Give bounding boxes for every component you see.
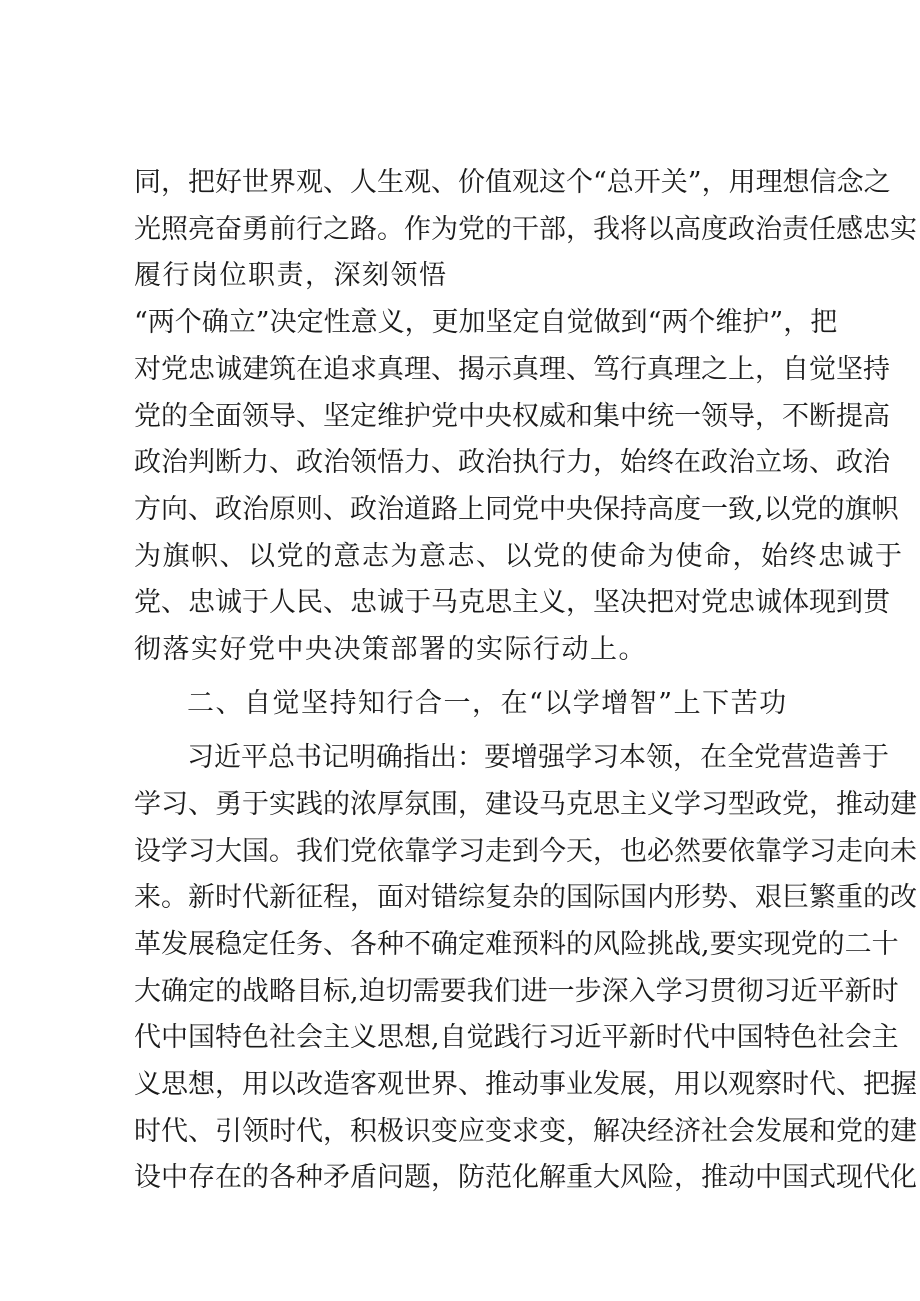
paragraph-line: 革发展稳定任务、各种不确定难预料的风险挑战,要实现党的二十 <box>134 929 899 960</box>
paragraph-line: 大确定的战略目标,迫切需要我们进一步深入学习贯彻习近平新时 <box>134 976 899 1007</box>
paragraph-line: 来。新时代新征程，面对错综复杂的国际国内形势、艰巨繁重的改 <box>134 882 917 913</box>
paragraph-line: 时代、引领时代，积极识变应变求变，解决经济社会发展和党的建 <box>134 1116 917 1147</box>
paragraph-line: 设学习大国。我们党依靠学习走到今天，也必然要依靠学习走向未 <box>134 836 917 867</box>
paragraph-line: 彻落实好党中央决策部署的实际行动上。 <box>134 634 647 665</box>
paragraph-line: “两个确立”决定性意义，更加坚定自觉做到“两个维护”，把 <box>134 307 838 338</box>
paragraph-line: 习近平总书记明确指出：要增强学习本领，在全党营造善于 <box>187 742 889 773</box>
paragraph-line: 履行岗位职责，深刻领悟 <box>134 260 448 291</box>
paragraph-line: 政治判断力、政治领悟力、政治执行力，始终在政治立场、政治 <box>134 447 890 478</box>
paragraph-line: 光照亮奋勇前行之路。作为党的干部，我将以高度政治责任感忠实 <box>134 214 917 245</box>
paragraph-line: 学习、勇于实践的浓厚氛围，建设马克思主义学习型政党，推动建 <box>134 789 917 820</box>
paragraph-line: 代中国特色社会主义思想,自觉践行习近平新时代中国特色社会主 <box>134 1022 899 1053</box>
paragraph-line: 方向、政治原则、政治道路上同党中央保持高度一致,以党的旗帜 <box>134 494 899 525</box>
section-heading: 二、自觉坚持知行合一，在“以学增智”上下苦功 <box>187 688 788 719</box>
paragraph-line: 设中存在的各种矛盾问题，防范化解重大风险，推动中国式现代化 <box>134 1162 917 1193</box>
paragraph-line: 党、忠诚于人民、忠诚于马克思主义，坚决把对党忠诚体现到贯 <box>134 587 890 618</box>
paragraph-line: 同，把好世界观、人生观、价值观这个“总开关”，用理想信念之 <box>134 167 891 198</box>
paragraph-line: 对党忠诚建筑在追求真理、揭示真理、笃行真理之上，自觉坚持 <box>134 354 890 385</box>
paragraph-line: 义思想，用以改造客观世界、推动事业发展，用以观察时代、把握 <box>134 1069 917 1100</box>
paragraph-line: 党的全面领导、坚定维护党中央权威和集中统一领导，不断提高 <box>134 401 890 432</box>
paragraph-line: 为旗帜、以党的意志为意志、以党的使命为使命，始终忠诚于 <box>134 541 904 572</box>
